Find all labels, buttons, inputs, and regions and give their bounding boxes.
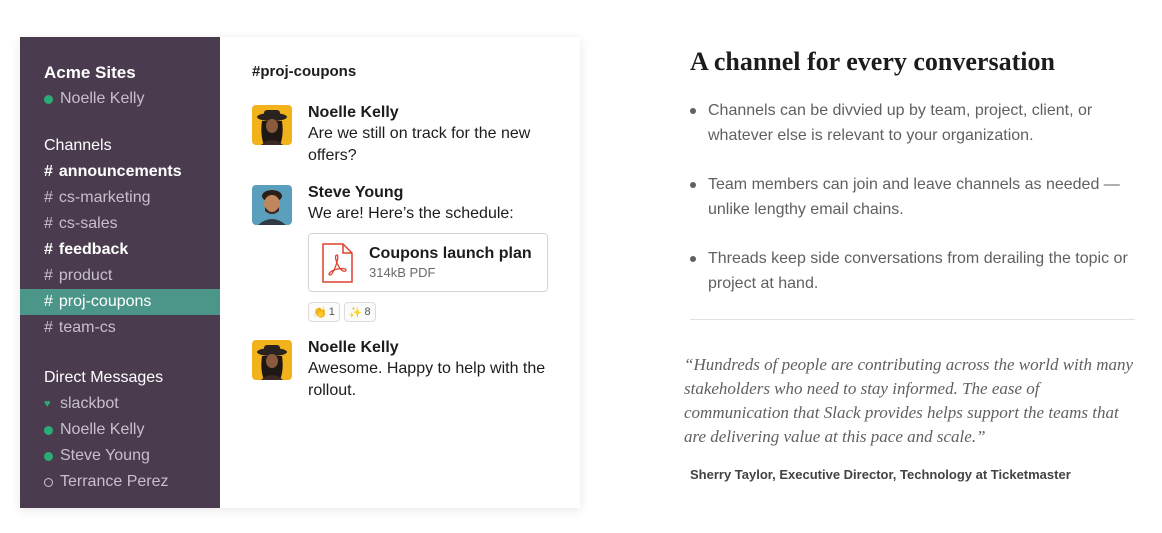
sidebar-item-label: slackbot (60, 395, 119, 412)
sidebar-item-label: Terrance Perez (60, 473, 169, 490)
sparkles-emoji-icon: ✨ (348, 306, 363, 319)
feature-bullet: Threads keep side conversations from derailing the topic or project at hand. (690, 246, 1140, 296)
headline: A channel for every conversation (690, 47, 1055, 76)
hash-icon: # (44, 189, 53, 206)
online-status-icon (44, 452, 53, 461)
reactions (308, 302, 548, 322)
sidebar-item-cs-marketing[interactable] (20, 185, 220, 211)
sidebar-item-terrance-perez[interactable] (20, 469, 220, 495)
message (252, 105, 548, 167)
avatar[interactable] (252, 185, 292, 225)
feature-copy (684, 46, 1140, 483)
reaction-sparkles[interactable] (344, 302, 376, 322)
message-author[interactable]: Steve Young (308, 184, 404, 201)
sidebar-item-label: cs-marketing (58, 189, 151, 206)
pdf-icon (321, 243, 353, 283)
online-status-icon (44, 95, 53, 104)
message (252, 185, 548, 322)
feature-bullet: Team members can join and leave channels as needed — unlike lengthy email chains. (690, 172, 1140, 222)
message (252, 340, 548, 402)
direct-messages-section-title[interactable]: Direct Messages (44, 369, 164, 386)
dm-list (20, 391, 220, 495)
channel-title[interactable]: #proj-coupons (252, 63, 357, 80)
avatar[interactable] (252, 340, 292, 380)
sidebar-item-label: Noelle Kelly (60, 421, 145, 438)
hash-icon: # (44, 163, 53, 180)
testimonial-attribution: Sherry Taylor, Executive Director, Technology at Ticketmaster (690, 467, 1071, 482)
current-user-name: Noelle Kelly (60, 90, 145, 107)
heart-icon: ♥ (44, 398, 51, 410)
sidebar-item-team-cs[interactable] (20, 315, 220, 341)
online-status-icon (44, 426, 53, 435)
away-status-icon (44, 478, 53, 487)
file-meta: 314kB PDF (369, 264, 436, 280)
slack-window (20, 37, 580, 508)
hash-icon: # (44, 319, 53, 336)
testimonial-quote: “Hundreds of people are contributing across the world with many stakeholders who need to stay informed. The ease of communication that Slack provides helps support the teams that are delivering value at this pace and scale.” (684, 355, 1134, 446)
message-text: Are we still on track for the new offers? (308, 125, 531, 164)
workspace-name[interactable]: Acme Sites (44, 63, 136, 82)
file-name: Coupons launch plan (369, 244, 532, 262)
sidebar-item-noelle-kelly[interactable] (20, 417, 220, 443)
hash-icon: # (44, 215, 53, 232)
sidebar-item-label: announcements (58, 163, 182, 180)
sidebar-item-label: cs-sales (58, 215, 118, 232)
message-text: Awesome. Happy to help with the rollout. (308, 360, 546, 399)
sidebar-item-feedback[interactable] (20, 237, 220, 263)
avatar[interactable] (252, 105, 292, 145)
channel-list (20, 159, 220, 341)
channels-section-title[interactable]: Channels (44, 137, 112, 154)
hash-icon: # (44, 293, 53, 310)
message-author[interactable]: Noelle Kelly (308, 339, 399, 356)
sidebar-item-label: product (58, 267, 113, 284)
message-text: We are! Here’s the schedule: (308, 205, 514, 222)
message-author[interactable]: Noelle Kelly (308, 104, 399, 121)
feature-bullet: Channels can be divvied up by team, project, client, or whatever else is relevant to your organization. (690, 98, 1140, 148)
reaction-count: 1 (328, 306, 335, 318)
current-user[interactable] (20, 89, 220, 109)
sidebar-item-announcements[interactable] (20, 159, 220, 185)
sidebar-item-label: proj-coupons (58, 293, 152, 310)
sidebar-item-cs-sales[interactable] (20, 211, 220, 237)
reaction-count: 8 (364, 306, 371, 318)
sidebar-item-steve-young[interactable] (20, 443, 220, 469)
sidebar-item-proj-coupons[interactable] (20, 289, 220, 315)
sidebar-item-label: feedback (58, 241, 129, 258)
hash-icon: # (44, 241, 53, 258)
sidebar-item-label: Steve Young (60, 447, 150, 464)
clap-emoji-icon: 👏 (313, 306, 327, 319)
sidebar-item-label: team-cs (58, 319, 116, 336)
sidebar-item-product[interactable] (20, 263, 220, 289)
feature-bullets (690, 98, 1140, 296)
divider (690, 319, 1135, 320)
sidebar (20, 37, 220, 508)
file-attachment[interactable] (308, 233, 548, 292)
message-pane (220, 37, 580, 508)
reaction-clap[interactable] (308, 302, 340, 322)
hash-icon: # (44, 267, 53, 284)
sidebar-item-slackbot[interactable] (20, 391, 220, 417)
